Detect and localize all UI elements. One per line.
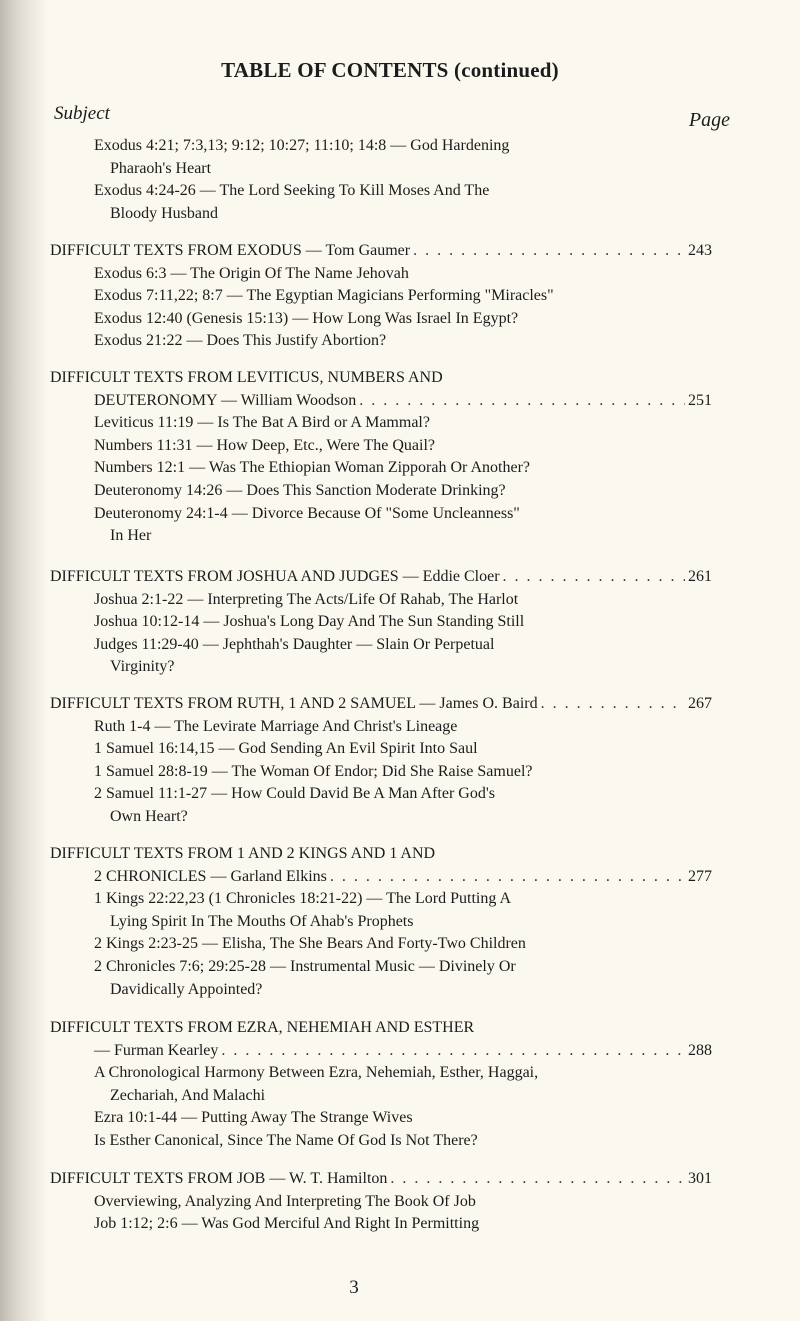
toc-entry: A Chronological Harmony Between Ezra, Nehemiah, Esther, Haggai, <box>94 1064 539 1082</box>
toc-entry: 1 Samuel 16:14,15 — God Sending An Evil Spirit Into Saul <box>94 740 478 758</box>
toc-entry: Ezra 10:1-44 — Putting Away The Strange Wives <box>94 1109 413 1127</box>
section-heading-text: DIFFICULT TEXTS FROM EZRA, NEHEMIAH AND ESTHER <box>50 1019 475 1036</box>
toc-entry: Joshua 10:12-14 — Joshua's Long Day And The Sun Standing Still <box>94 613 525 631</box>
toc-entry-cont: Davidically Appointed? <box>110 980 263 998</box>
section-heading <box>50 1040 712 1063</box>
toc-entry: Exodus 4:21; 7:3,13; 9:12; 10:27; 11:10; 14:8 — God Hardening <box>94 137 510 154</box>
toc-entry: Exodus 12:40 (Genesis 15:13) — How Long Was Israel In Egypt? <box>94 309 519 327</box>
leader-dots <box>413 240 685 263</box>
toc-entry: Exodus 7:11,22; 8:7 — The Egyptian Magicians Performing "Miracles" <box>94 287 554 305</box>
leader-dots <box>541 693 685 716</box>
toc-entry: Exodus 6:3 — The Origin Of The Name Jehovah <box>94 264 409 282</box>
toc-entry-cont: Virginity? <box>110 658 175 676</box>
section-heading-text: DIFFICULT TEXTS FROM RUTH, 1 AND 2 SAMUEL — James O. Baird <box>50 695 538 712</box>
section-heading <box>50 1168 712 1191</box>
section-heading <box>50 866 712 889</box>
section-heading-text: DIFFICULT TEXTS FROM LEVITICUS, NUMBERS AND <box>50 369 443 386</box>
section-heading-text: DIFFICULT TEXTS FROM EXODUS — Tom Gaumer <box>50 242 411 259</box>
toc-entry: Overviewing, Analyzing And Interpreting The Book Of Job <box>94 1192 476 1210</box>
toc-entry: Is Esther Canonical, Since The Name Of God Is Not There? <box>94 1131 478 1149</box>
toc-section-joshua <box>50 566 712 679</box>
toc-entry: Numbers 11:31 — How Deep, Etc., Were The Quail? <box>94 436 435 454</box>
toc-entry: Joshua 2:1-22 — Interpreting The Acts/Life Of Rahab, The Harlot <box>94 590 519 608</box>
section-heading <box>50 240 712 263</box>
toc-section-exodus <box>50 240 712 353</box>
section-page-number: 267 <box>688 695 712 712</box>
page-column-header: Page <box>688 109 730 131</box>
page-title: TABLE OF CONTENTS (continued) <box>221 58 559 82</box>
leader-dots <box>330 866 685 889</box>
leader-dots <box>221 1040 685 1063</box>
toc-entry: Deuteronomy 14:26 — Does This Sanction Moderate Drinking? <box>94 481 506 499</box>
section-heading <box>50 693 712 716</box>
section-page-number: 243 <box>688 242 712 259</box>
section-heading-text: DIFFICULT TEXTS FROM JOB — W. T. Hamilton <box>50 1170 388 1187</box>
toc-entry: 1 Kings 22:22,23 (1 Chronicles 18:21-22) — The Lord Putting A <box>94 890 512 908</box>
toc-entry: 1 Samuel 28:8-19 — The Woman Of Endor; Did She Raise Samuel? <box>94 762 533 780</box>
toc-entry: 2 Kings 2:23-25 — Elisha, The She Bears And Forty-Two Children <box>94 935 526 953</box>
section-heading <box>50 390 712 413</box>
toc-entry-cont: Zechariah, And Malachi <box>110 1086 266 1104</box>
page-number: 3 <box>349 1277 359 1298</box>
toc-entry-cont: Pharaoh's Heart <box>110 159 212 177</box>
toc-section-leviticus <box>50 367 712 548</box>
toc-entry: Judges 11:29-40 — Jephthah's Daughter — Slain Or Perpetual <box>94 635 495 653</box>
toc-entry-cont: Bloody Husband <box>110 204 218 222</box>
section-heading-text: 2 CHRONICLES — Garland Elkins <box>94 867 327 885</box>
toc-section-ruth <box>50 693 712 829</box>
section-page-number: 301 <box>688 1170 712 1187</box>
toc-entry: Leviticus 11:19 — Is The Bat A Bird or A Mammal? <box>94 414 430 432</box>
section-heading-text: DIFFICULT TEXTS FROM 1 AND 2 KINGS AND 1 AND <box>50 845 436 862</box>
section-heading-text: DEUTERONOMY — William Woodson <box>94 391 357 409</box>
section-page-number: 251 <box>688 391 712 409</box>
toc-entry-cont: In Her <box>110 527 152 545</box>
toc-entry: Ruth 1-4 — The Levirate Marriage And Christ's Lineage <box>94 717 458 735</box>
section-heading-text: DIFFICULT TEXTS FROM JOSHUA AND JUDGES — Eddie Cloer <box>50 568 500 585</box>
leader-dots <box>390 1168 685 1191</box>
toc-section-job <box>50 1168 712 1236</box>
toc-entry-cont: Lying Spirit In The Mouths Of Ahab's Prophets <box>110 912 414 930</box>
section-heading <box>50 566 712 589</box>
leader-dots <box>503 566 685 589</box>
toc-entry: 2 Chronicles 7:6; 29:25-28 — Instrumental Music — Divinely Or <box>94 957 516 975</box>
toc-entry: Deuteronomy 24:1-4 — Divorce Because Of "Some Uncleanness" <box>94 504 520 522</box>
toc-section-kings <box>50 843 712 1001</box>
toc-entry: Numbers 12:1 — Was The Ethiopian Woman Zipporah Or Another? <box>94 459 531 477</box>
toc-entry: Job 1:12; 2:6 — Was God Merciful And Right In Permitting <box>94 1215 480 1233</box>
leader-dots <box>359 390 685 413</box>
toc-entry: Exodus 21:22 — Does This Justify Abortion? <box>94 332 387 350</box>
section-page-number: 261 <box>688 568 712 585</box>
intro-entries <box>50 135 712 225</box>
toc-entry-cont: Own Heart? <box>110 807 188 825</box>
section-heading-text: — Furman Kearley <box>94 1041 219 1059</box>
toc-entry: Exodus 4:24-26 — The Lord Seeking To Kill Moses And The <box>94 182 490 200</box>
toc-section-ezra <box>50 1017 712 1153</box>
toc-entry: 2 Samuel 11:1-27 — How Could David Be A Man After God's <box>94 785 495 803</box>
section-page-number: 288 <box>688 1041 712 1059</box>
subject-column-header: Subject <box>54 103 110 124</box>
section-page-number: 277 <box>688 867 712 885</box>
